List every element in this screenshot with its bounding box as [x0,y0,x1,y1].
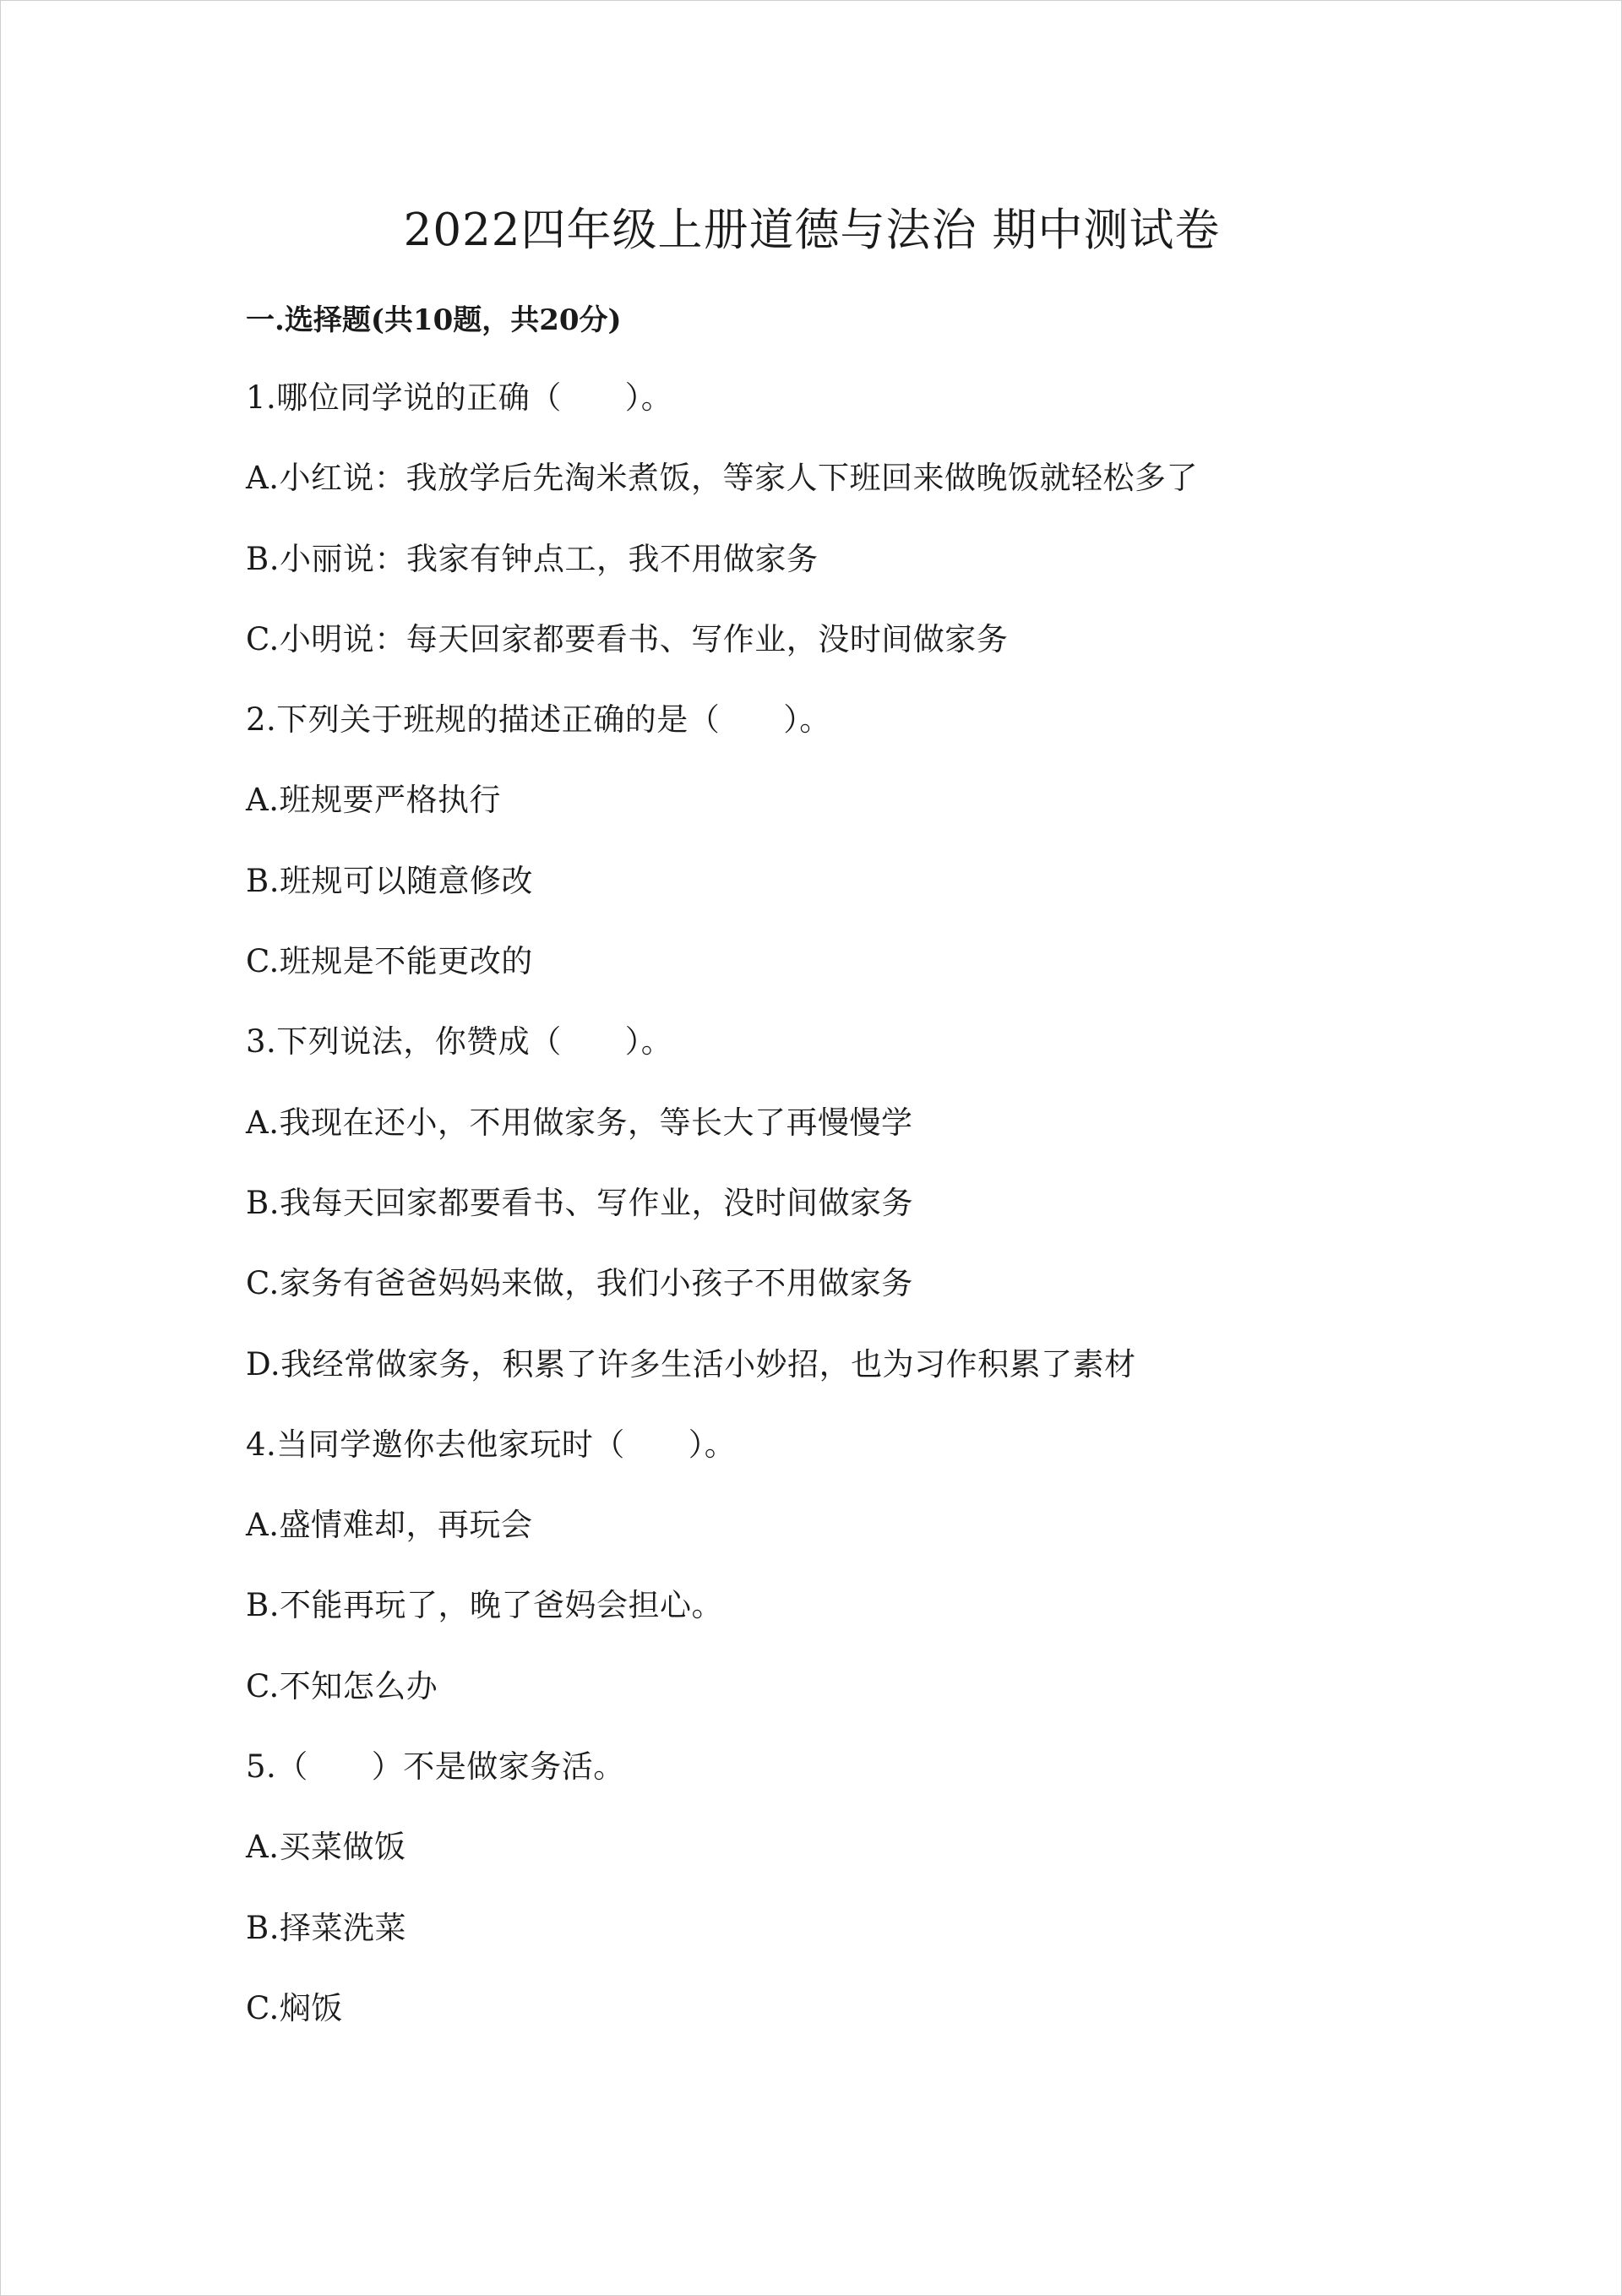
question-5-option-c: C.焖饭 [246,1989,343,2026]
question-1-stem: 1.哪位同学说的正确（ ）。 [246,379,673,416]
question-1-option-c: C.小明说：每天回家都要看书、写作业，没时间做家务 [246,620,1009,657]
question-3-stem: 3.下列说法，你赞成（ ）。 [246,1023,673,1061]
page-title: 2022四年级上册道德与法治 期中测试卷 [403,205,1221,256]
question-4-stem: 4.当同学邀你去他家玩时（ ）。 [246,1426,737,1463]
question-3-option-a: A.我现在还小，不用做家务，等长大了再慢慢学 [246,1104,913,1141]
section-heading: 一.选择题(共10题，共20分) [246,303,622,337]
question-5-option-b: B.择菜洗菜 [246,1909,406,1946]
question-4-option-c: C.不知怎么办 [246,1667,438,1704]
question-3-option-c: C.家务有爸爸妈妈来做，我们小孩子不用做家务 [246,1265,913,1302]
question-2-option-b: B.班规可以随意修改 [246,862,533,899]
question-2-stem: 2.下列关于班规的描述正确的是（ ）。 [246,701,831,739]
question-1-option-b: B.小丽说：我家有钟点工，我不用做家务 [246,540,819,577]
question-5-stem: 5.（ ）不是做家务活。 [246,1748,625,1786]
question-4-option-b: B.不能再玩了，晚了爸妈会担心。 [246,1587,723,1624]
question-5-option-a: A.买菜做饭 [246,1829,406,1866]
question-3-option-b: B.我每天回家都要看书、写作业，没时间做家务 [246,1184,913,1221]
question-1-option-a: A.小红说：我放学后先淘米煮饭，等家人下班回来做晚饭就轻松多了 [246,460,1198,497]
question-3-option-d: D.我经常做家务，积累了许多生活小妙招，也为习作积累了素材 [246,1345,1136,1383]
question-2-option-c: C.班规是不能更改的 [246,943,533,980]
question-4-option-a: A.盛情难却，再玩会 [246,1507,533,1544]
question-2-option-a: A.班规要严格执行 [246,782,501,819]
question-list [246,374,1445,2065]
